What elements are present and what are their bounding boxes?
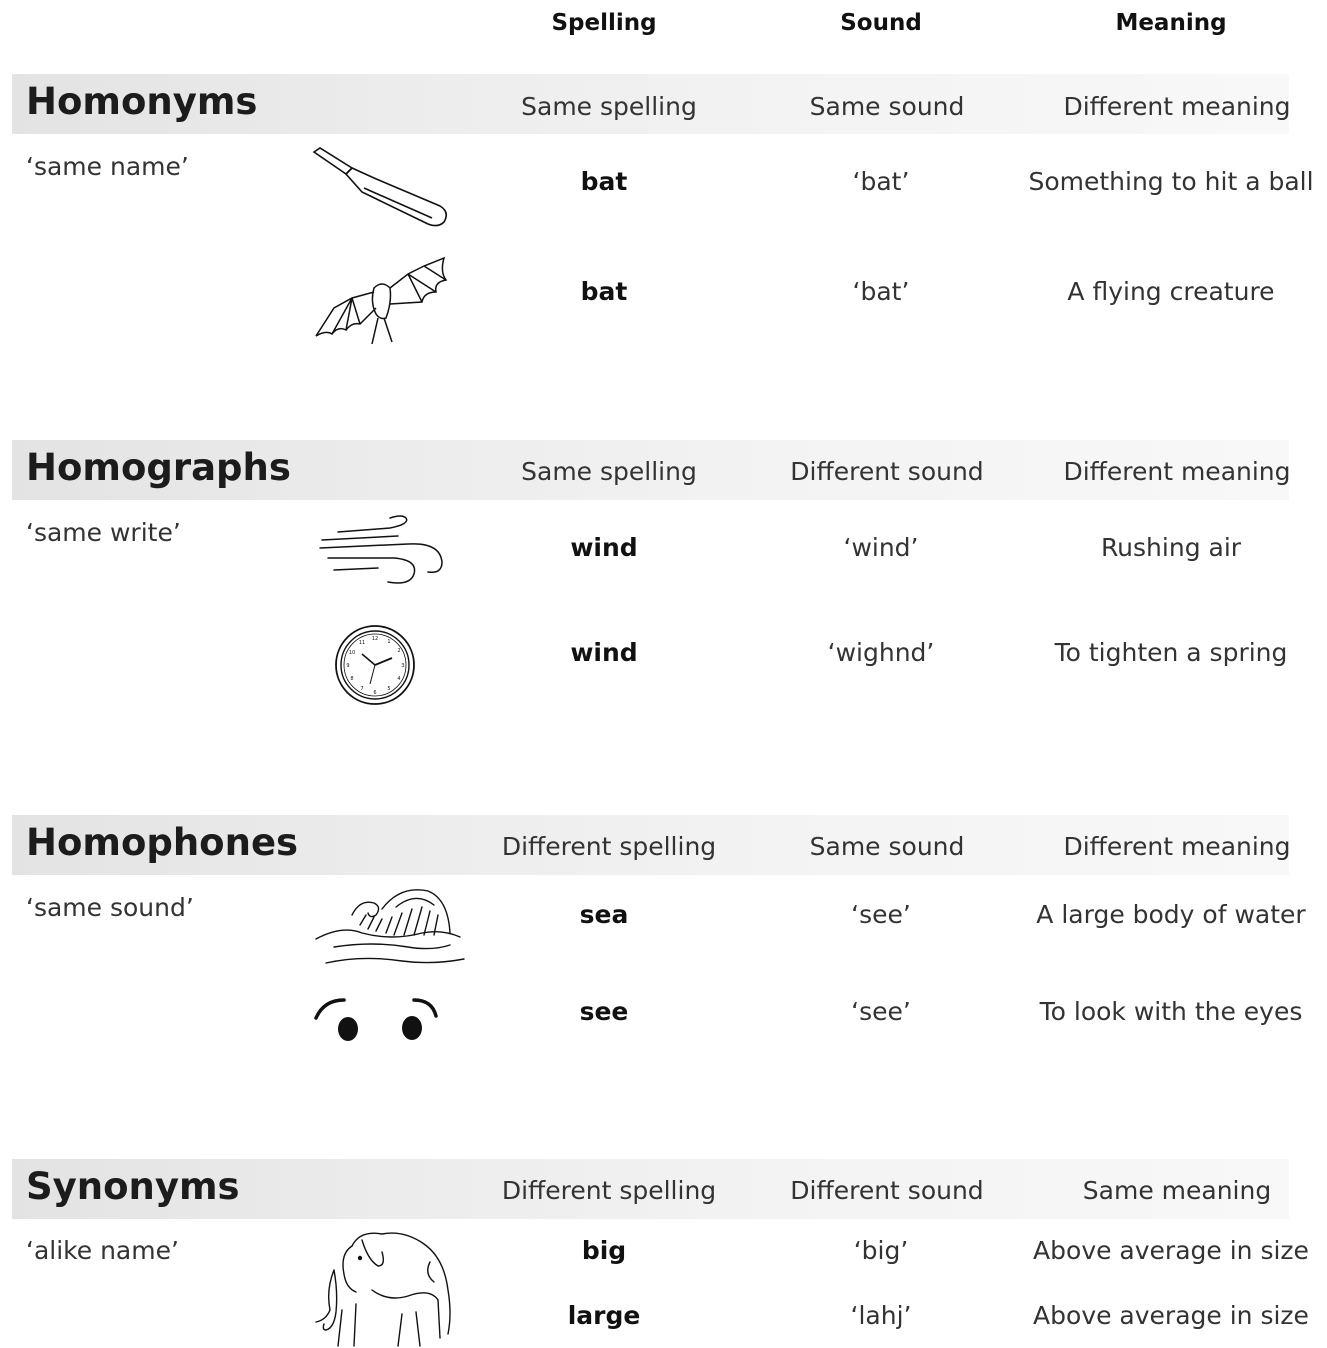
section-title-synonyms: Synonyms: [26, 1165, 240, 1208]
meaning: To look with the eyes: [1039, 997, 1303, 1026]
word: big: [581, 1236, 627, 1265]
pronunciation: ‘bat’: [852, 167, 910, 196]
svg-text:9: 9: [346, 663, 350, 669]
property-sound: Different sound: [790, 457, 984, 486]
pronunciation: ‘wind’: [843, 533, 919, 562]
section-title-homonyms: Homonyms: [26, 80, 258, 123]
pronunciation: ‘lahj’: [850, 1301, 912, 1330]
property-meaning: Same meaning: [1082, 1176, 1272, 1205]
clock-icon: [334, 624, 416, 706]
word: large: [567, 1301, 641, 1330]
section-title-homographs: Homographs: [26, 446, 291, 489]
column-header-sound: Sound: [840, 10, 922, 36]
elephant-icon: [312, 1230, 454, 1346]
meaning: Above average in size: [1033, 1236, 1309, 1265]
svg-text:10: 10: [348, 650, 356, 656]
sea-waves-icon: [312, 885, 468, 967]
meaning: A large body of water: [1036, 900, 1306, 929]
svg-text:2: 2: [397, 648, 401, 654]
section-subtitle: ‘same name’: [26, 152, 189, 181]
svg-text:11: 11: [358, 640, 366, 646]
section-subtitle: ‘same sound’: [26, 893, 194, 922]
svg-text:6: 6: [373, 690, 377, 696]
property-sound: Different sound: [790, 1176, 984, 1205]
pronunciation: ‘bat’: [852, 277, 910, 306]
column-header-meaning: Meaning: [1115, 10, 1227, 36]
svg-text:8: 8: [350, 676, 354, 682]
svg-text:4: 4: [397, 676, 401, 682]
eyes-icon: [312, 994, 442, 1044]
property-spelling: Different spelling: [501, 1176, 717, 1205]
property-spelling: Same spelling: [521, 92, 697, 121]
svg-text:7: 7: [360, 686, 364, 692]
property-sound: Same sound: [809, 92, 965, 121]
svg-text:1: 1: [387, 639, 391, 645]
cricket-bat-icon: [312, 148, 452, 230]
meaning: Rushing air: [1100, 533, 1242, 562]
property-meaning: Different meaning: [1063, 92, 1291, 121]
meaning: Something to hit a ball: [1028, 167, 1314, 196]
word: wind: [570, 638, 638, 667]
svg-text:5: 5: [387, 686, 391, 692]
property-spelling: Same spelling: [521, 457, 697, 486]
word: sea: [579, 900, 629, 929]
property-meaning: Different meaning: [1063, 457, 1291, 486]
property-sound: Same sound: [809, 832, 965, 861]
word: bat: [580, 277, 628, 306]
wind-icon: [318, 514, 446, 590]
svg-text:3: 3: [401, 663, 405, 669]
bat-animal-icon: [312, 258, 448, 348]
meaning: A flying creature: [1067, 277, 1275, 306]
word: bat: [580, 167, 628, 196]
meaning: To tighten a spring: [1054, 638, 1288, 667]
word: wind: [570, 533, 638, 562]
section-subtitle: ‘alike name’: [26, 1236, 179, 1265]
property-meaning: Different meaning: [1063, 832, 1291, 861]
svg-text:12: 12: [371, 636, 379, 642]
pronunciation: ‘see’: [851, 997, 911, 1026]
pronunciation: ‘wighnd’: [827, 638, 935, 667]
pronunciation: ‘big’: [853, 1236, 909, 1265]
column-header-spelling: Spelling: [551, 10, 657, 36]
section-subtitle: ‘same write’: [26, 518, 181, 547]
word: see: [579, 997, 629, 1026]
meaning: Above average in size: [1033, 1301, 1309, 1330]
pronunciation: ‘see’: [851, 900, 911, 929]
property-spelling: Different spelling: [501, 832, 717, 861]
section-title-homophones: Homophones: [26, 821, 299, 864]
